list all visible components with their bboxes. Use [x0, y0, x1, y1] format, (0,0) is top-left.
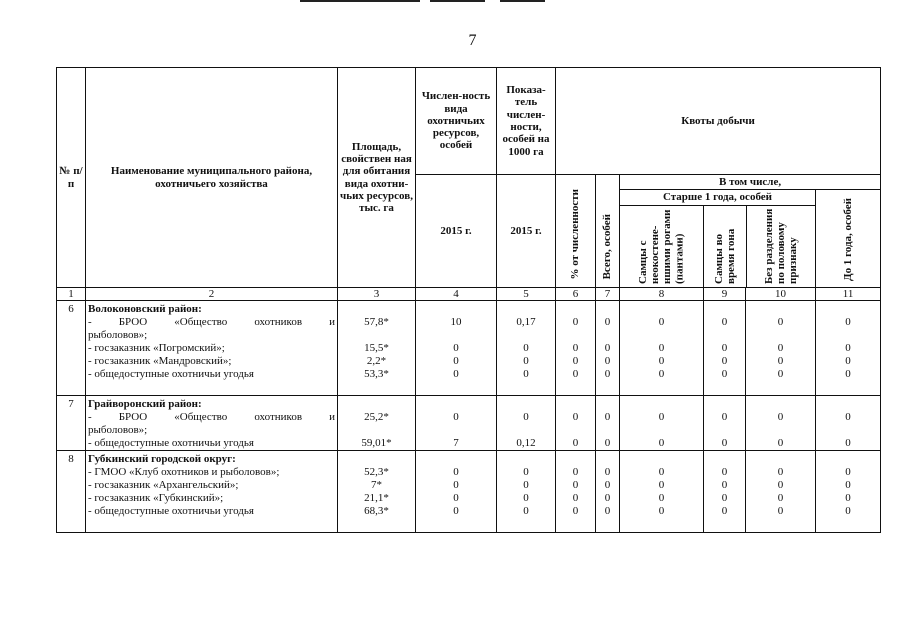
quota-under-one: 0: [845, 505, 851, 517]
scan-edge-line: [300, 0, 420, 2]
area-value: 52,3*: [364, 466, 389, 478]
column-number: 10: [746, 288, 816, 301]
quota-no-sex: 0: [777, 342, 784, 354]
quota-under-one: 0: [845, 479, 851, 491]
header-no-sex: Без разделения по половому признаку: [762, 208, 800, 284]
quota-under-one: 0: [845, 492, 851, 504]
entity-name: - общедоступные охотничьи угодья: [88, 437, 254, 449]
quota-males-antlers: 0: [658, 368, 665, 380]
header-males-rut: Самцы во время гона: [712, 228, 737, 284]
header-including: В том числе,: [620, 175, 881, 190]
column-number: 9: [704, 288, 746, 301]
quota-total: 0: [604, 466, 611, 478]
column-number: 6: [556, 288, 596, 301]
column-number: 1: [57, 288, 86, 301]
quota-pct: 0: [572, 368, 579, 380]
quota-males-antlers: 0: [658, 505, 665, 517]
quota-pct: 0: [572, 316, 579, 328]
header-count-year: 2015 г.: [416, 175, 497, 288]
count-value: 0: [453, 466, 459, 478]
density-value: 0: [523, 492, 529, 504]
quota-pct: 0: [572, 479, 579, 491]
quota-males-rut: 0: [721, 505, 728, 517]
quota-males-antlers: 0: [658, 355, 665, 367]
quota-no-sex: 0: [777, 355, 784, 367]
column-number: 3: [338, 288, 416, 301]
area-value: 21,1*: [364, 492, 389, 504]
quota-males-antlers: 0: [658, 316, 665, 328]
quota-males-rut: 0: [721, 368, 728, 380]
quota-total: 0: [604, 342, 611, 354]
quota-total: 0: [604, 368, 611, 380]
entity-name-cont: рыболовов»;: [88, 329, 148, 341]
quota-under-one: 0: [845, 411, 851, 423]
row-number: 7: [57, 396, 86, 451]
quota-pct: 0: [572, 466, 579, 478]
entity-name-cont: рыболовов»;: [88, 424, 148, 436]
scan-edge-line: [500, 0, 545, 2]
column-number: 7: [596, 288, 620, 301]
quota-males-rut: 0: [721, 411, 728, 423]
entity-name: - госзаказник «Погромский»;: [88, 342, 225, 354]
quota-total: 0: [604, 479, 611, 491]
count-value: 0: [453, 342, 459, 354]
quota-males-rut: 0: [721, 342, 728, 354]
count-value: 0: [453, 505, 459, 517]
header-total: Всего, особей: [601, 214, 614, 280]
entity-name: - БРОО «Общество охотников и: [88, 316, 335, 328]
quota-no-sex: 0: [777, 505, 784, 517]
quota-total: 0: [604, 505, 611, 517]
quota-no-sex: 0: [777, 437, 784, 449]
hunting-quota-table: [56, 67, 881, 533]
entity-name: - госзаказник «Архангельский»;: [88, 479, 239, 491]
quota-pct: 0: [572, 355, 579, 367]
entity-name: - общедоступные охотничьи угодья: [88, 505, 254, 517]
table-row: [57, 396, 881, 451]
area-value: 68,3*: [364, 505, 389, 517]
header-name: Наименование муниципального района, охотничьего хозяйства: [86, 68, 338, 288]
column-number: 11: [816, 288, 881, 301]
header-num: № п/п: [57, 68, 86, 288]
count-value: 0: [453, 411, 459, 423]
column-number: 8: [620, 288, 704, 301]
quota-males-rut: 0: [721, 437, 728, 449]
quota-pct: 0: [572, 505, 579, 517]
header-older: Старше 1 года, особей: [620, 190, 815, 206]
district-title: Волоконовский район:: [88, 303, 202, 315]
entity-name: - ГМОО «Клуб охотников и рыболовов»;: [88, 466, 280, 478]
area-value: 2,2*: [366, 355, 387, 367]
density-value: 0: [523, 466, 529, 478]
quota-pct: 0: [572, 342, 579, 354]
quota-no-sex: 0: [777, 316, 784, 328]
entity-name: - БРОО «Общество охотников и: [88, 411, 335, 423]
area-value: 7*: [371, 479, 382, 491]
quota-no-sex: 0: [777, 411, 784, 423]
header-area: Площадь, свойствен ная для обитания вида охотни-чьих ресурсов, тыс. га: [338, 68, 416, 288]
header-quota: Квоты добычи: [556, 68, 881, 175]
header-density-year: 2015 г.: [497, 175, 556, 288]
quota-pct: 0: [572, 437, 579, 449]
count-value: 10: [450, 316, 462, 328]
count-value: 0: [453, 492, 459, 504]
density-value: 0,12: [516, 437, 536, 449]
page-number: 7: [468, 32, 477, 49]
quota-under-one: 0: [845, 316, 851, 328]
count-value: 0: [453, 479, 459, 491]
area-value: 53,3*: [364, 368, 389, 380]
quota-males-antlers: 0: [658, 492, 665, 504]
density-value: 0: [523, 342, 529, 354]
quota-no-sex: 0: [777, 466, 784, 478]
count-value: 0: [453, 355, 459, 367]
area-value: 15,5*: [364, 342, 389, 354]
area-value: 59,01*: [361, 437, 392, 449]
header-pct: % от численности: [569, 189, 582, 280]
count-value: 7: [453, 437, 459, 449]
quota-males-rut: 0: [721, 479, 728, 491]
quota-males-rut: 0: [721, 355, 728, 367]
column-number: 4: [416, 288, 497, 301]
quota-total: 0: [604, 355, 611, 367]
district-title: Грайворонский район:: [88, 398, 202, 410]
entity-name: - общедоступные охотничьи угодья: [88, 368, 254, 380]
entity-name: - госзаказник «Губкинский»;: [88, 492, 224, 504]
quota-no-sex: 0: [777, 368, 784, 380]
quota-pct: 0: [572, 411, 579, 423]
density-value: 0: [523, 368, 529, 380]
quota-under-one: 0: [845, 355, 851, 367]
quota-total: 0: [604, 411, 611, 423]
column-number: 5: [497, 288, 556, 301]
header-males-antlers: Самцы с неокостене-ншими рогами (пантами): [637, 209, 686, 284]
count-value: 0: [453, 368, 459, 380]
quota-under-one: 0: [845, 437, 851, 449]
quota-no-sex: 0: [777, 479, 784, 491]
density-value: 0: [523, 411, 529, 423]
quota-males-rut: 0: [721, 316, 728, 328]
quota-under-one: 0: [845, 368, 851, 380]
header-density: Показа-тель числен-ности, особей на 1000 га: [497, 68, 556, 175]
quota-under-one: 0: [845, 342, 851, 354]
quota-pct: 0: [572, 492, 579, 504]
table-row: [57, 451, 881, 533]
table-row: [57, 301, 881, 382]
row-number: 8: [57, 451, 86, 533]
quota-males-antlers: 0: [658, 411, 665, 423]
scan-edge-line: [430, 0, 485, 2]
quota-males-antlers: 0: [658, 437, 665, 449]
area-value: 25,2*: [364, 411, 389, 423]
quota-under-one: 0: [845, 466, 851, 478]
header-count: Числен-ность вида охотничьих ресурсов, особей: [416, 68, 497, 175]
density-value: 0: [523, 355, 529, 367]
quota-males-antlers: 0: [658, 466, 665, 478]
quota-males-rut: 0: [721, 492, 728, 504]
density-value: 0: [523, 505, 529, 517]
quota-males-antlers: 0: [658, 342, 665, 354]
entity-name: - госзаказник «Мандровский»;: [88, 355, 232, 367]
quota-males-rut: 0: [721, 466, 728, 478]
density-value: 0: [523, 479, 529, 491]
density-value: 0,17: [516, 316, 536, 328]
quota-total: 0: [604, 492, 611, 504]
quota-no-sex: 0: [777, 492, 784, 504]
district-title: Губкинский городской округ:: [88, 453, 236, 465]
quota-total: 0: [604, 316, 611, 328]
quota-total: 0: [604, 437, 611, 449]
quota-males-antlers: 0: [658, 479, 665, 491]
area-value: 57,8*: [364, 316, 389, 328]
row-number: 6: [57, 301, 86, 382]
header-under-one: До 1 года, особей: [841, 197, 854, 281]
column-number: 2: [86, 288, 338, 301]
